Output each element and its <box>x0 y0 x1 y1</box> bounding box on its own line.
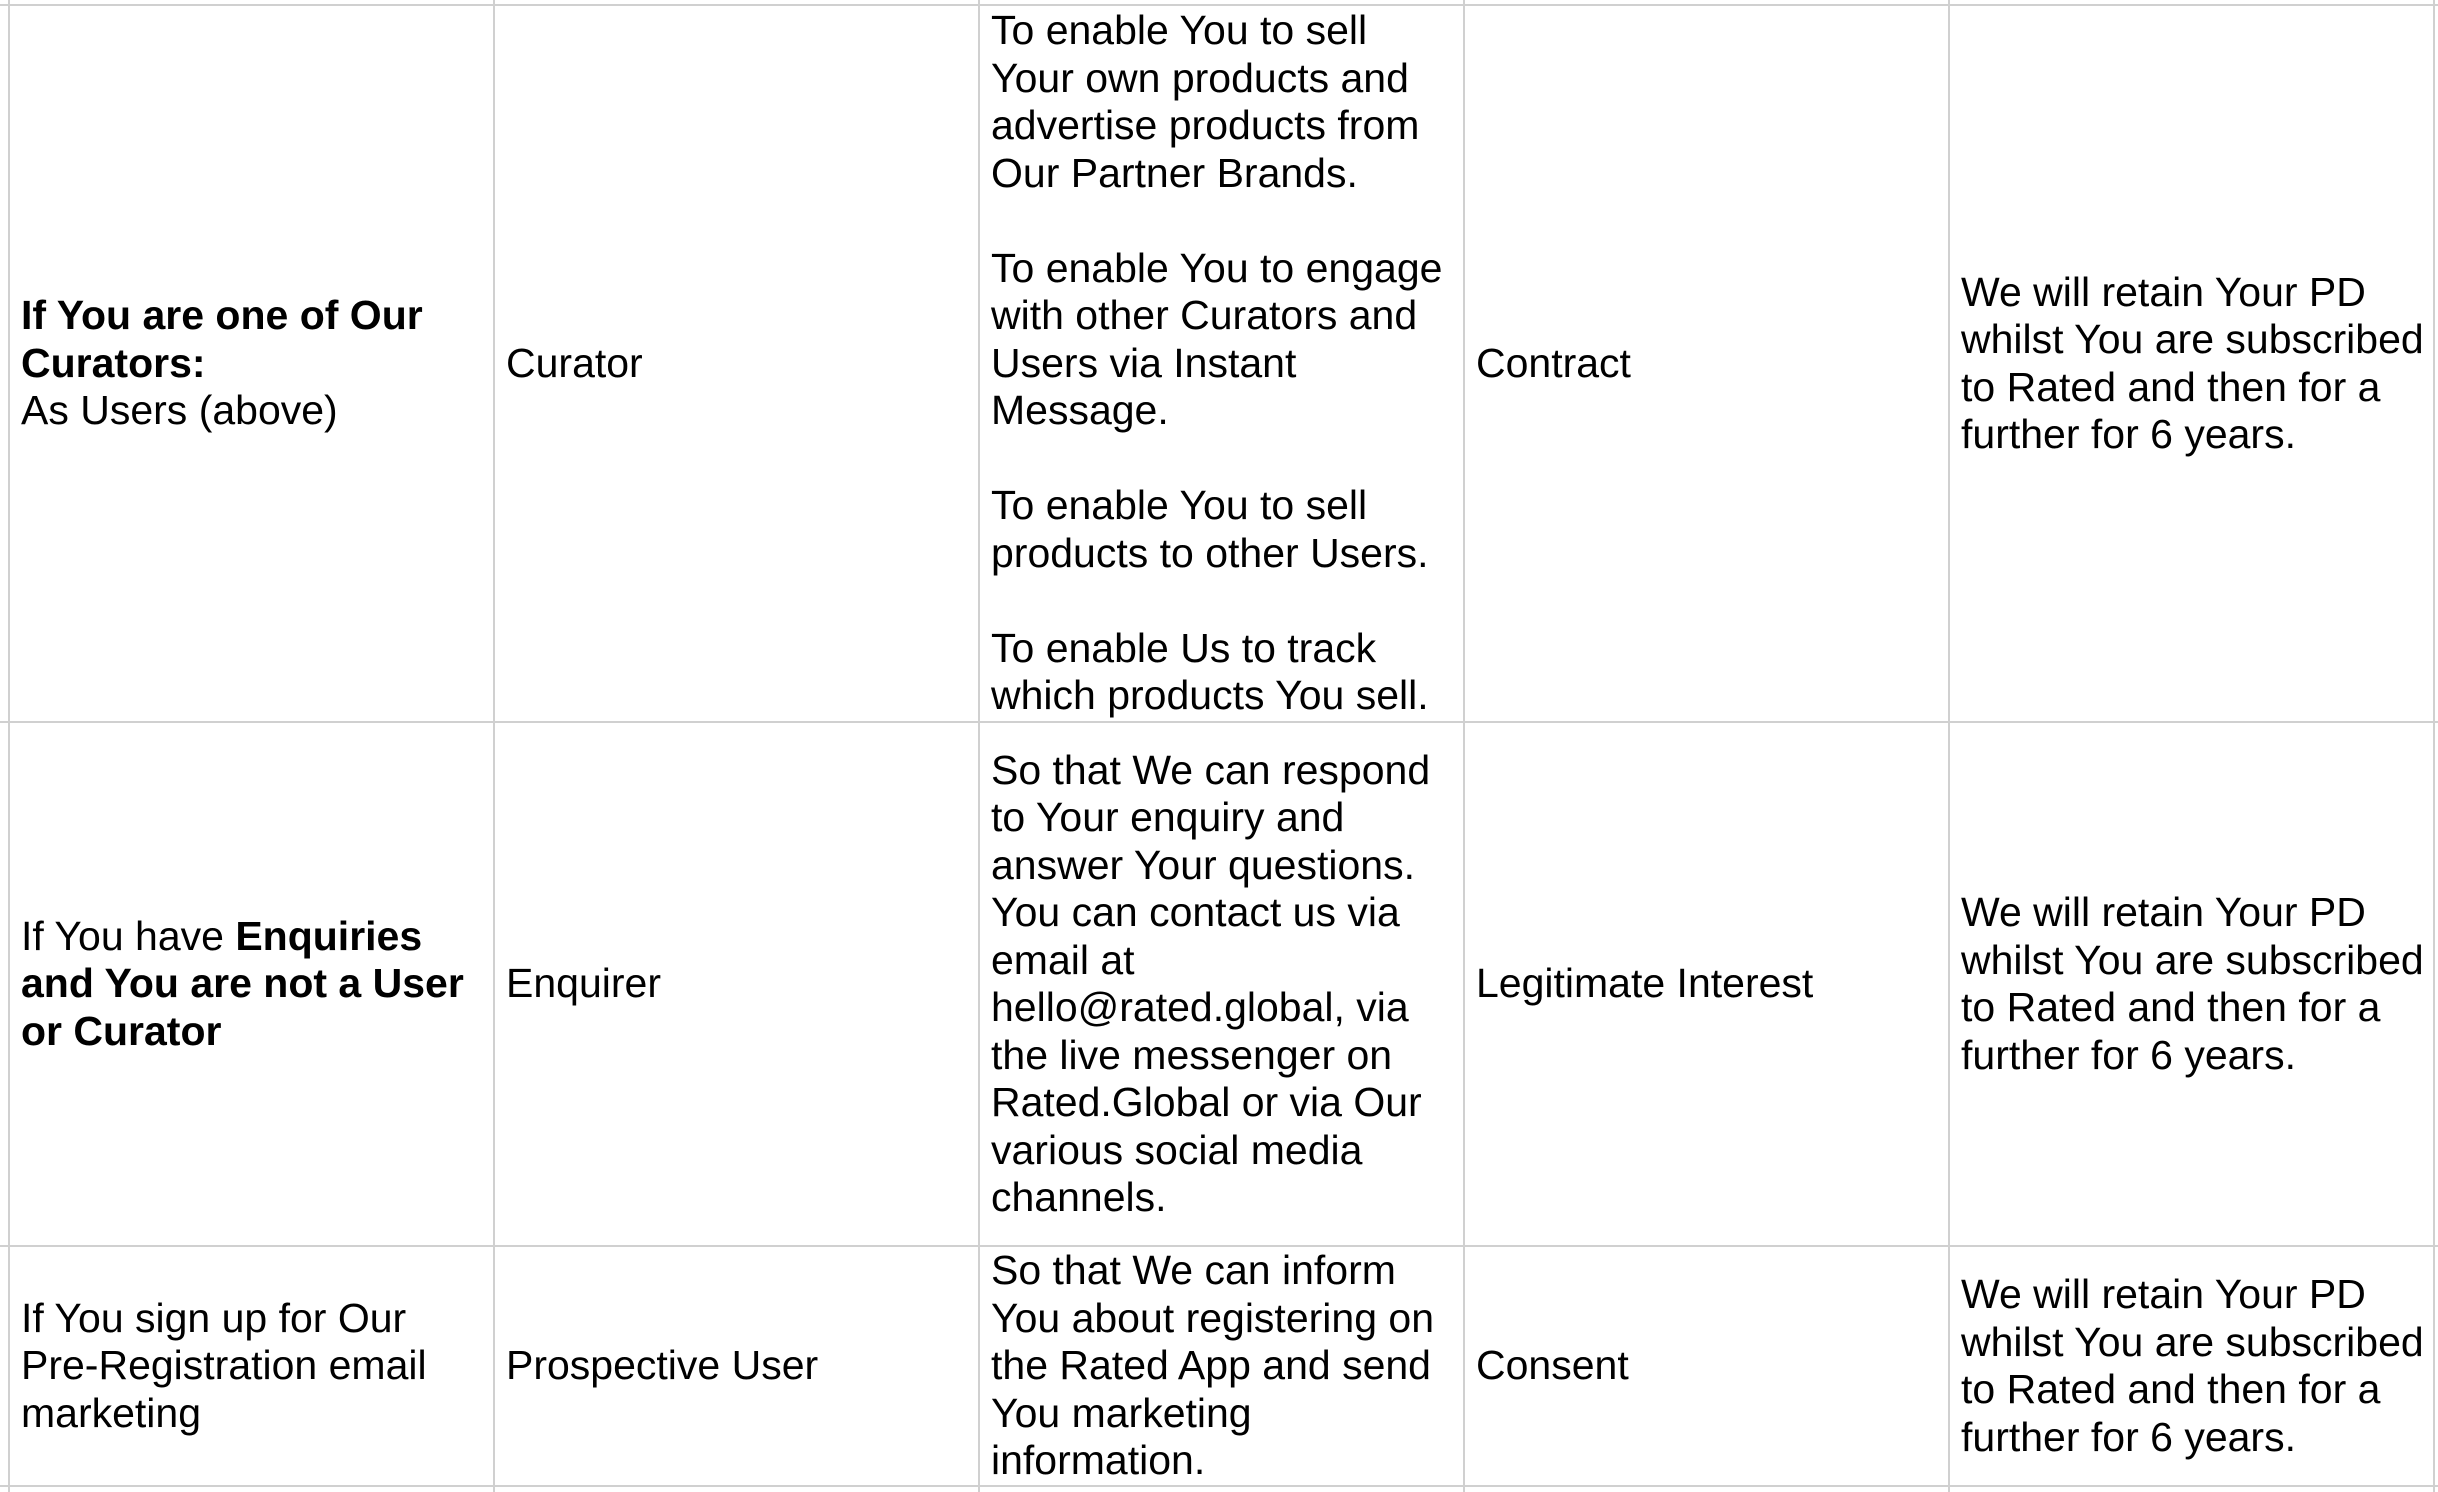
row-enquirer-category-cell <box>10 723 493 1245</box>
enquirer-category-prefix: If You have <box>21 912 224 959</box>
row-prospective-purpose-cell <box>980 1247 1463 1485</box>
row-enquirer-purpose-cell <box>980 723 1463 1245</box>
row-prospective-basis-cell <box>1465 1247 1948 1485</box>
curator-basis: Contract <box>1476 339 1631 386</box>
enquirer-category-heading: Enquiries and You are not a User or Curator <box>21 912 464 1054</box>
column-divider <box>2433 0 2435 1492</box>
row-curator-type-cell <box>495 6 978 721</box>
row-prospective-type-cell <box>495 1247 978 1485</box>
curator-retention: We will retain Your PD whilst You are subscribed to Rated and then for a further for 6 years. <box>1961 268 2424 457</box>
prospective-category: If You sign up for Our Pre-Registration email marketing <box>21 1294 427 1436</box>
curator-type: Curator <box>506 339 643 386</box>
enquirer-basis: Legitimate Interest <box>1476 960 1814 1007</box>
row-enquirer-retention-cell <box>1950 723 2433 1245</box>
row-enquirer-type-cell <box>495 723 978 1245</box>
prospective-basis: Consent <box>1476 1342 1629 1389</box>
row-prospective-category-cell <box>10 1247 493 1485</box>
enquirer-retention: We will retain Your PD whilst You are subscribed to Rated and then for a further for 6 years. <box>1961 889 2424 1078</box>
prospective-purpose: So that We can inform You about registering on the Rated App and send You marketing information. <box>991 1247 1434 1484</box>
row-enquirer-basis-cell <box>1465 723 1948 1245</box>
enquirer-type: Enquirer <box>506 960 661 1007</box>
row-curator-retention-cell <box>1950 6 2433 721</box>
curator-purpose-1: To enable You to sell Your own products and advertise products from Our Partner Brands. <box>991 7 1420 196</box>
prospective-retention: We will retain Your PD whilst You are subscribed to Rated and then for a further for 6 years. <box>1961 1271 2424 1460</box>
row-curator-category-cell <box>10 6 493 721</box>
curator-category-note: As Users (above) <box>21 387 338 434</box>
row-divider <box>0 1485 2438 1487</box>
curator-purpose-3: To enable You to sell products to other Users. <box>991 482 1429 576</box>
enquirer-purpose: So that We can respond to Your enquiry and answer Your questions. You can contact us via email at hello@rated.global, via the live messenger on Rated.Global or via Our various social media channels. <box>991 746 1431 1220</box>
curator-purpose-4: To enable Us to track which products You sell. <box>991 624 1429 719</box>
row-curator-purpose-cell <box>980 6 1463 721</box>
curator-purpose-2: To enable You to engage with other Curators and Users via Instant Message. <box>991 244 1443 434</box>
prospective-type: Prospective User <box>506 1342 819 1389</box>
row-prospective-retention-cell <box>1950 1247 2433 1485</box>
row-curator-basis-cell <box>1465 6 1948 721</box>
curator-category-heading: If You are one of Our Curators: <box>21 292 423 386</box>
